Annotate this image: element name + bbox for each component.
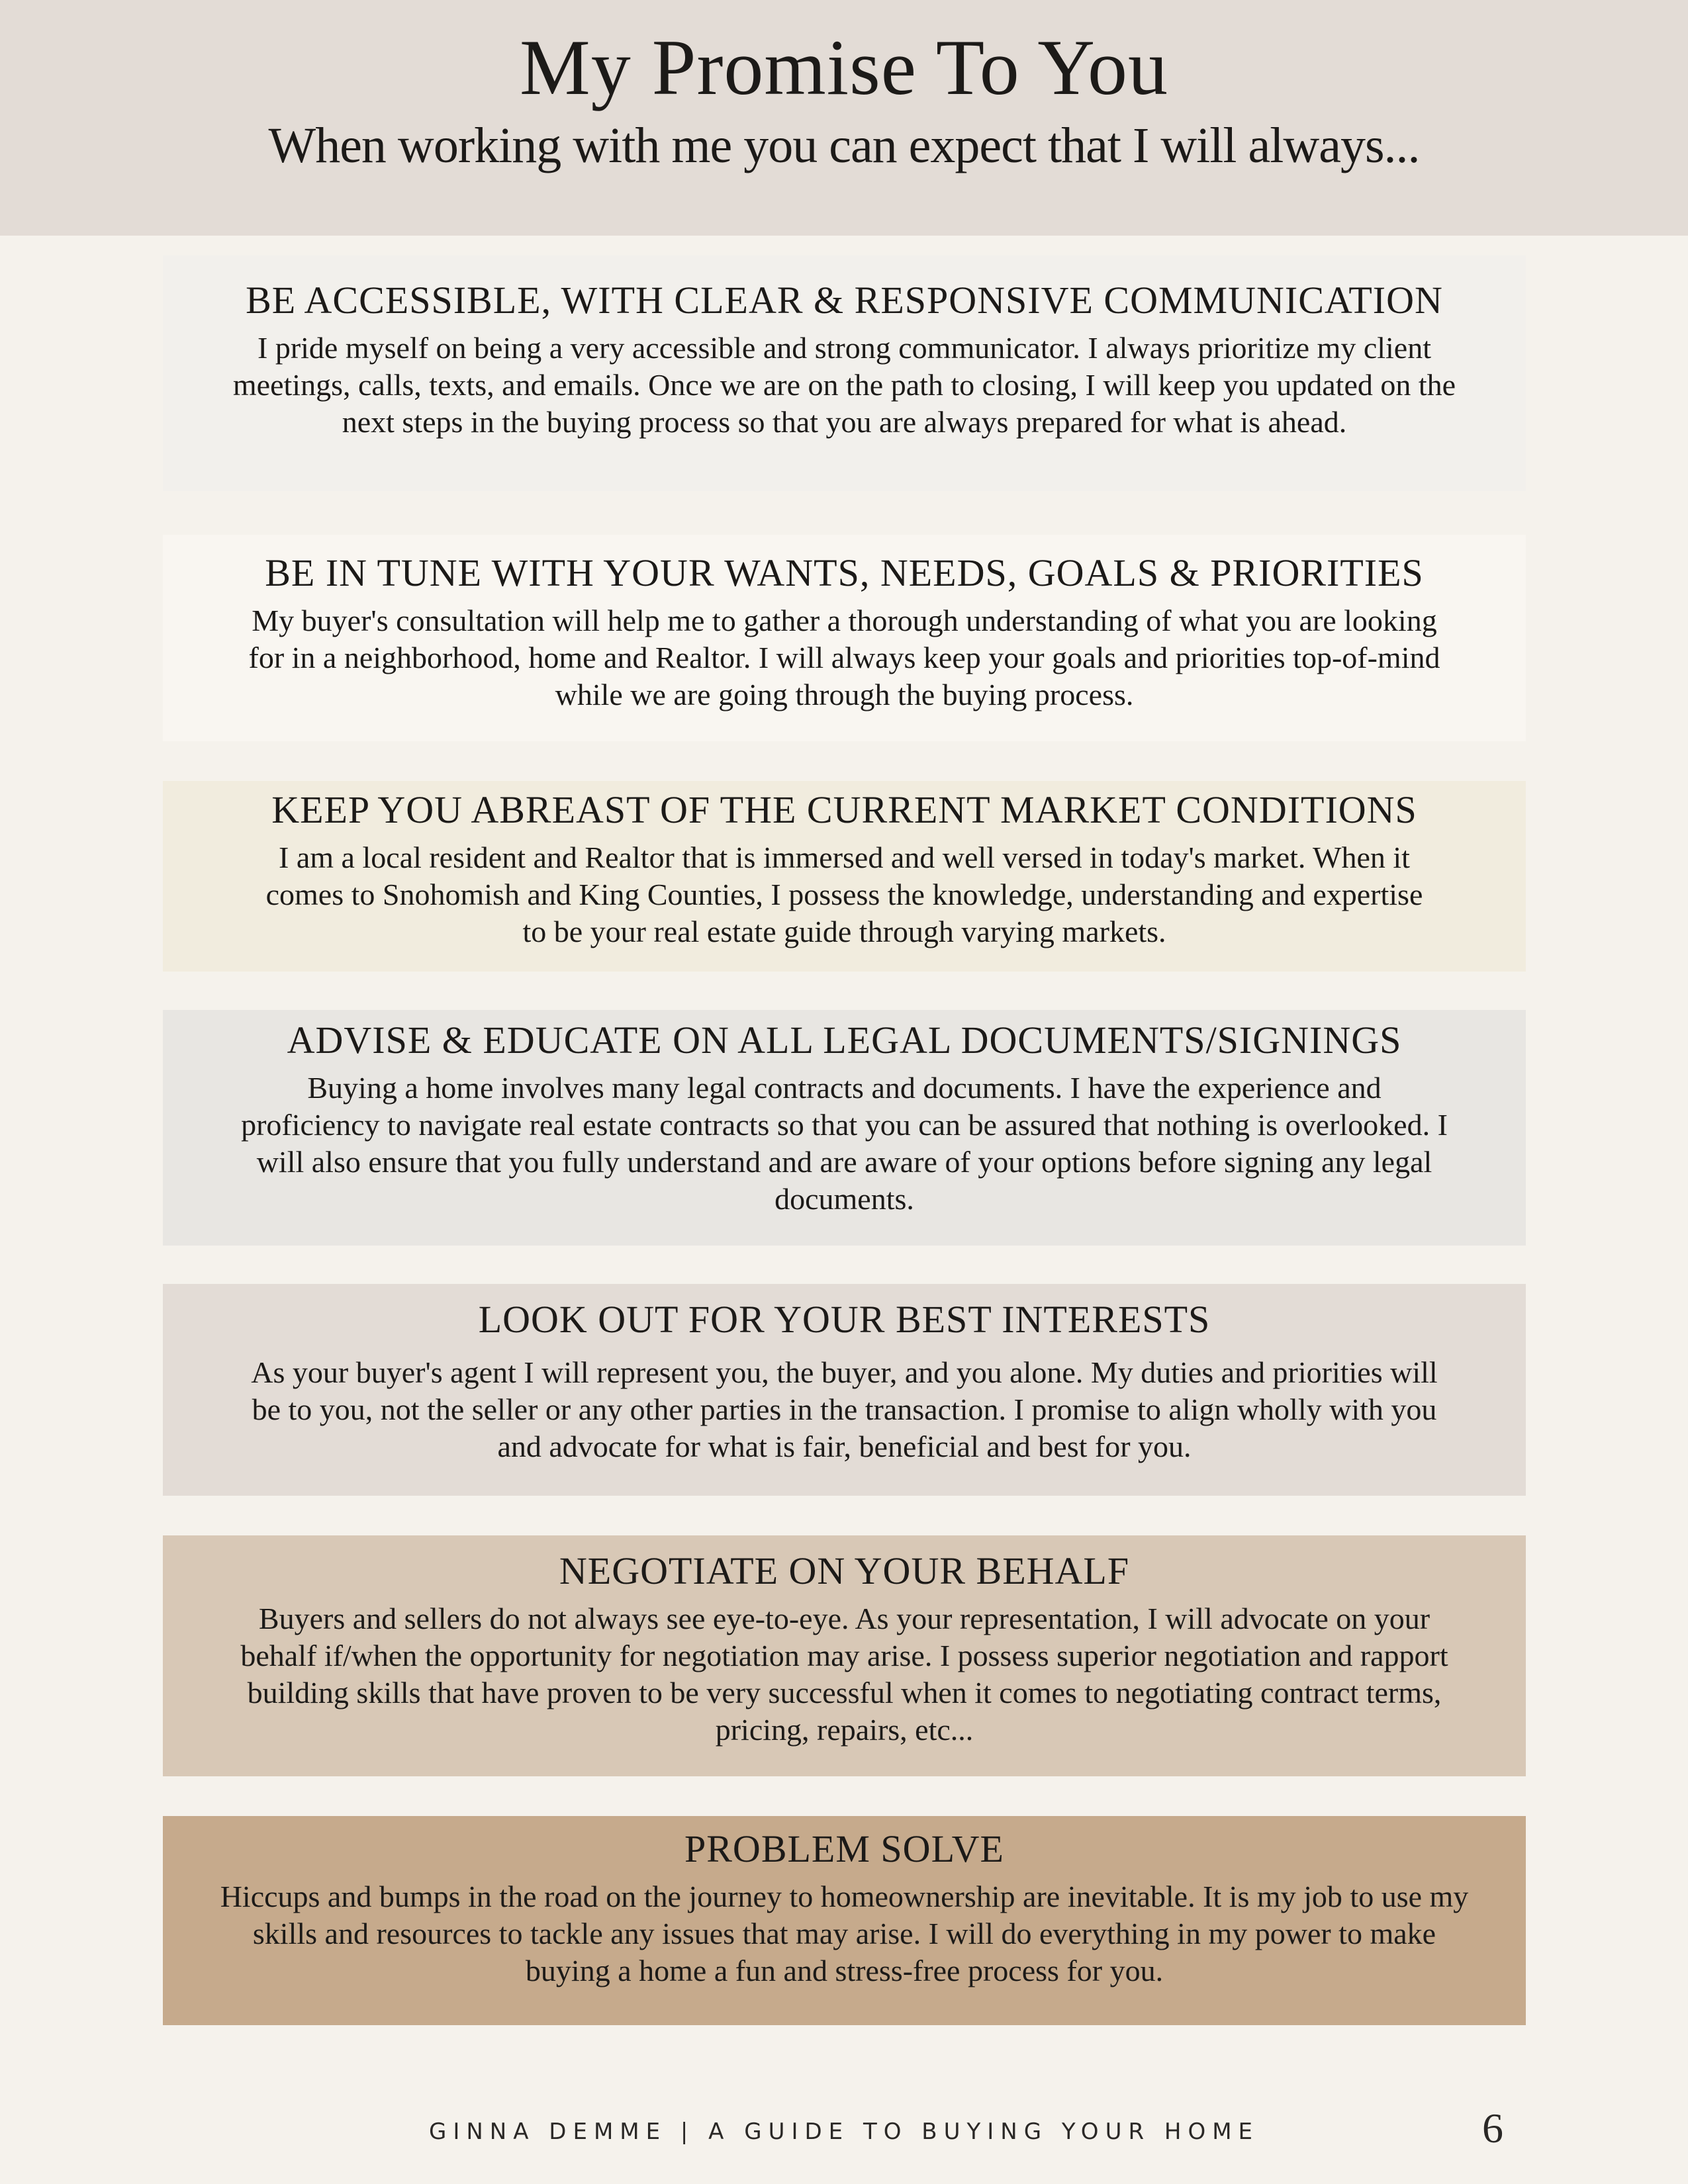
promise-card-interests: [163, 1284, 1526, 1496]
promise-body: I pride myself on being a very accessible and strong communicator. I always prioritize my client meetings, calls, texts, and emails. Once we are on the path to closing, I will keep you updated on the next steps in the buying process so that you are always prepared for what is ahead.: [232, 331, 1456, 439]
promise-body: Buying a home involves many legal contracts and documents. I have the experience and proficiency to navigate real estate contracts so that you can be assured that nothing is overlooked. I will also ensure that you fully understand and are aware of your options before signing any legal documents.: [241, 1071, 1448, 1216]
promise-card-market: [163, 781, 1526, 972]
promise-heading: NEGOTIATE ON YOUR BEHALF: [559, 1549, 1130, 1592]
promise-body: As your buyer's agent I will represent you, the buyer, and you alone. My duties and priorities will be to you, not the seller or any other parties in the transaction. I promise to align wholly with you and advocate for what is fair, beneficial and best for you.: [251, 1355, 1438, 1463]
promise-card-problem-solve: [163, 1816, 1526, 2025]
promise-heading: BE IN TUNE WITH YOUR WANTS, NEEDS, GOALS & PRIORITIES: [265, 551, 1424, 594]
promise-body: Buyers and sellers do not always see eye-to-eye. As your representation, I will advocate on your behalf if/when the opportunity for negotiation may arise. I possess superior negotiation and rapport building skills that have proven to be very successful when it comes to negotiating contract terms, pricing, repairs, etc...: [240, 1602, 1448, 1747]
promise-card-legal: [163, 1010, 1526, 1246]
promise-body: I am a local resident and Realtor that is immersed and well versed in today's market. When it comes to Snohomish and King Counties, I possess the knowledge, understanding and expertise to be your real estate guide through varying markets.: [265, 841, 1423, 948]
promise-card-negotiate: [163, 1535, 1526, 1776]
footer-text: GINNA DEMME | A GUIDE TO BUYING YOUR HOME: [428, 2118, 1260, 2145]
promise-heading: ADVISE & EDUCATE ON ALL LEGAL DOCUMENTS/SIGNINGS: [287, 1019, 1402, 1062]
page-subtitle: When working with me you can expect that I will always...: [268, 118, 1420, 173]
promise-body: Hiccups and bumps in the road on the journey to homeownership are inevitable. It is my job to use my skills and resources to tackle any issues that may arise. I will do everything in my power to make buying a home a fun and stress-free process for you.: [220, 1880, 1469, 1987]
header-banner: [0, 0, 1688, 236]
promise-heading: PROBLEM SOLVE: [684, 1827, 1004, 1870]
promise-card-priorities: [163, 535, 1526, 741]
page-number: 6: [1482, 2105, 1503, 2152]
page-title: My Promise To You: [520, 23, 1168, 111]
promise-heading: KEEP YOU ABREAST OF THE CURRENT MARKET CONDITIONS: [271, 788, 1417, 831]
promise-heading: LOOK OUT FOR YOUR BEST INTERESTS: [478, 1298, 1211, 1341]
promise-card-communication: [163, 255, 1526, 491]
promise-heading: BE ACCESSIBLE, WITH CLEAR & RESPONSIVE COMMUNICATION: [246, 279, 1443, 322]
promise-body: My buyer's consultation will help me to gather a thorough understanding of what you are looking for in a neighborhood, home and Realtor. I will always keep your goals and priorities top-of-mind while we are going through the buying process.: [248, 604, 1440, 711]
